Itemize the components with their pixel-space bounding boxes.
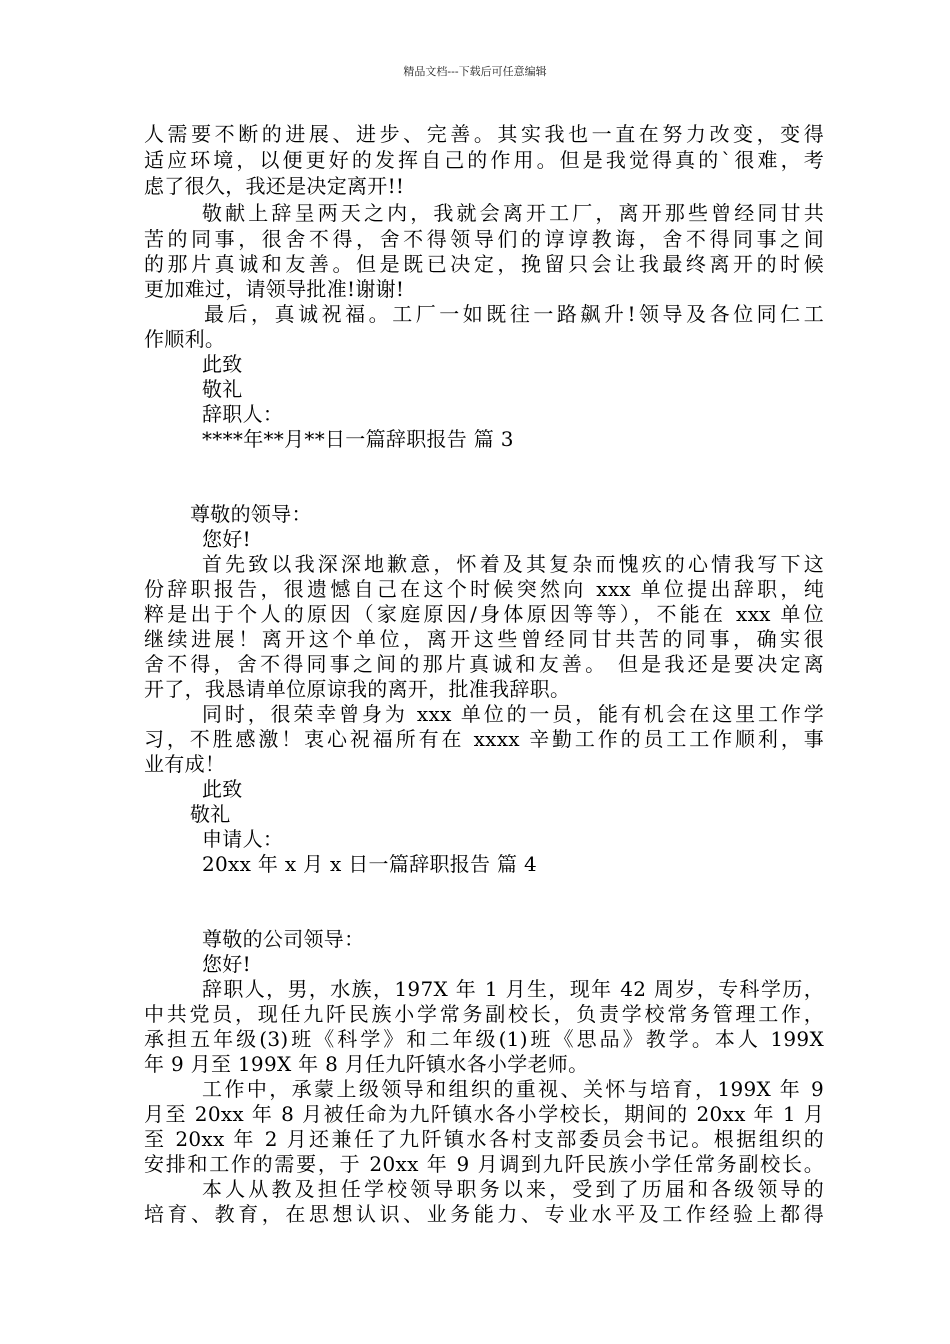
paragraph-line: 敬献上辞呈两天之内，我就会离开工厂，离开那些曾经同甘共 — [202, 201, 824, 225]
paragraph-line: 粹是出于个人的原因（家庭原因/身体原因等等），不能在 xxx 单位 — [144, 602, 824, 626]
closing-line: 此致 — [202, 352, 243, 376]
paragraph-line: 年 9 月至 199X 年 8 月任九阡镇水各小学老师。 — [144, 1052, 589, 1076]
page-header: 精品文档---下载后可任意编辑 — [403, 65, 547, 78]
paragraph-line: 同时，很荣幸曾身为 xxx 单位的一员，能有机会在这里工作学 — [202, 702, 824, 726]
signature-line: 申请人： — [202, 827, 284, 851]
closing-line: 敬礼 — [190, 802, 231, 826]
paragraph-line: 开了，我恳请单位原谅我的离开，批准我辞职。 — [144, 677, 571, 701]
paragraph-line: 本人从教及担任学校领导职务以来，受到了历届和各级领导的 — [202, 1177, 824, 1201]
paragraph-line: 最后，真诚祝福。工厂一如既往一路飙升!领导及各位同仁工 — [204, 302, 824, 326]
closing-line: 敬礼 — [202, 377, 243, 401]
greeting: 您好! — [202, 527, 251, 551]
signature-line: 辞职人： — [202, 402, 284, 426]
paragraph-line: 苦的同事，很舍不得，舍不得领导们的谆谆教诲，舍不得同事之间 — [144, 227, 824, 251]
paragraph-line: 业有成！ — [144, 752, 226, 776]
greeting: 您好! — [202, 952, 251, 976]
paragraph-line: 适应环境，以便更好的发挥自己的作用。但是我觉得真的`很难，考 — [144, 148, 824, 172]
paragraph-line: 舍不得，舍不得同事之间的那片真诚和友善。 但是我还是要决定离 — [144, 652, 824, 676]
paragraph-line: 承担五年级(3)班《科学》和二年级(1)班《思品》教学。本人 199X — [144, 1027, 824, 1051]
paragraph-line: 工作中，承蒙上级领导和组织的重视、关怀与培育，199X 年 9 — [202, 1077, 824, 1101]
paragraph-line: 作顺利。 — [144, 327, 226, 351]
paragraph-line: 更加难过，请领导批准!谢谢! — [144, 277, 405, 301]
salutation: 尊敬的公司领导： — [202, 927, 365, 951]
paragraph-line: 虑了很久，我还是决定离开!! — [144, 174, 405, 198]
paragraph-line: 继续进展！离开这个单位，离开这些曾经同甘共苦的同事，确实很 — [144, 627, 824, 651]
paragraph-line: 辞职人，男，水族，197X 年 1 月生，现年 42 周岁，专科学历， — [202, 977, 824, 1001]
paragraph-line: 首先致以我深深地歉意，怀着及其复杂而愧疚的心情我写下这 — [202, 552, 824, 576]
paragraph-line: 的那片真诚和友善。但是既已决定，挽留只会让我最终离开的时候 — [144, 252, 824, 276]
section-heading: ****年**月**日一篇辞职报告 篇 3 — [202, 427, 514, 451]
paragraph-line: 培育、教育，在思想认识、业务能力、专业水平及工作经验上都得 — [144, 1202, 824, 1226]
closing-line: 此致 — [202, 777, 243, 801]
paragraph-line: 至 20xx 年 2 月还兼任了九阡镇水各村支部委员会书记。根据组织的 — [144, 1127, 824, 1151]
paragraph-line: 中共党员，现任九阡民族小学常务副校长，负责学校常务管理工作， — [144, 1002, 824, 1026]
section-heading: 20xx 年 x 月 x 日一篇辞职报告 篇 4 — [202, 852, 537, 876]
paragraph-line: 安排和工作的需要，于 20xx 年 9 月调到九阡民族小学任常务副校长。 — [144, 1152, 824, 1176]
paragraph-line: 人需要不断的进展、进步、完善。其实我也一直在努力改变，变得 — [144, 122, 824, 146]
salutation: 尊敬的领导： — [190, 502, 312, 526]
paragraph-line: 份辞职报告，很遗憾自己在这个时候突然向 xxx 单位提出辞职，纯 — [144, 577, 824, 601]
paragraph-line: 月至 20xx 年 8 月被任命为九阡镇水各小学校长，期间的 20xx 年 1 月 — [144, 1102, 824, 1126]
paragraph-line: 习，不胜感激！衷心祝福所有在 xxxx 辛勤工作的员工工作顺利，事 — [144, 727, 824, 751]
